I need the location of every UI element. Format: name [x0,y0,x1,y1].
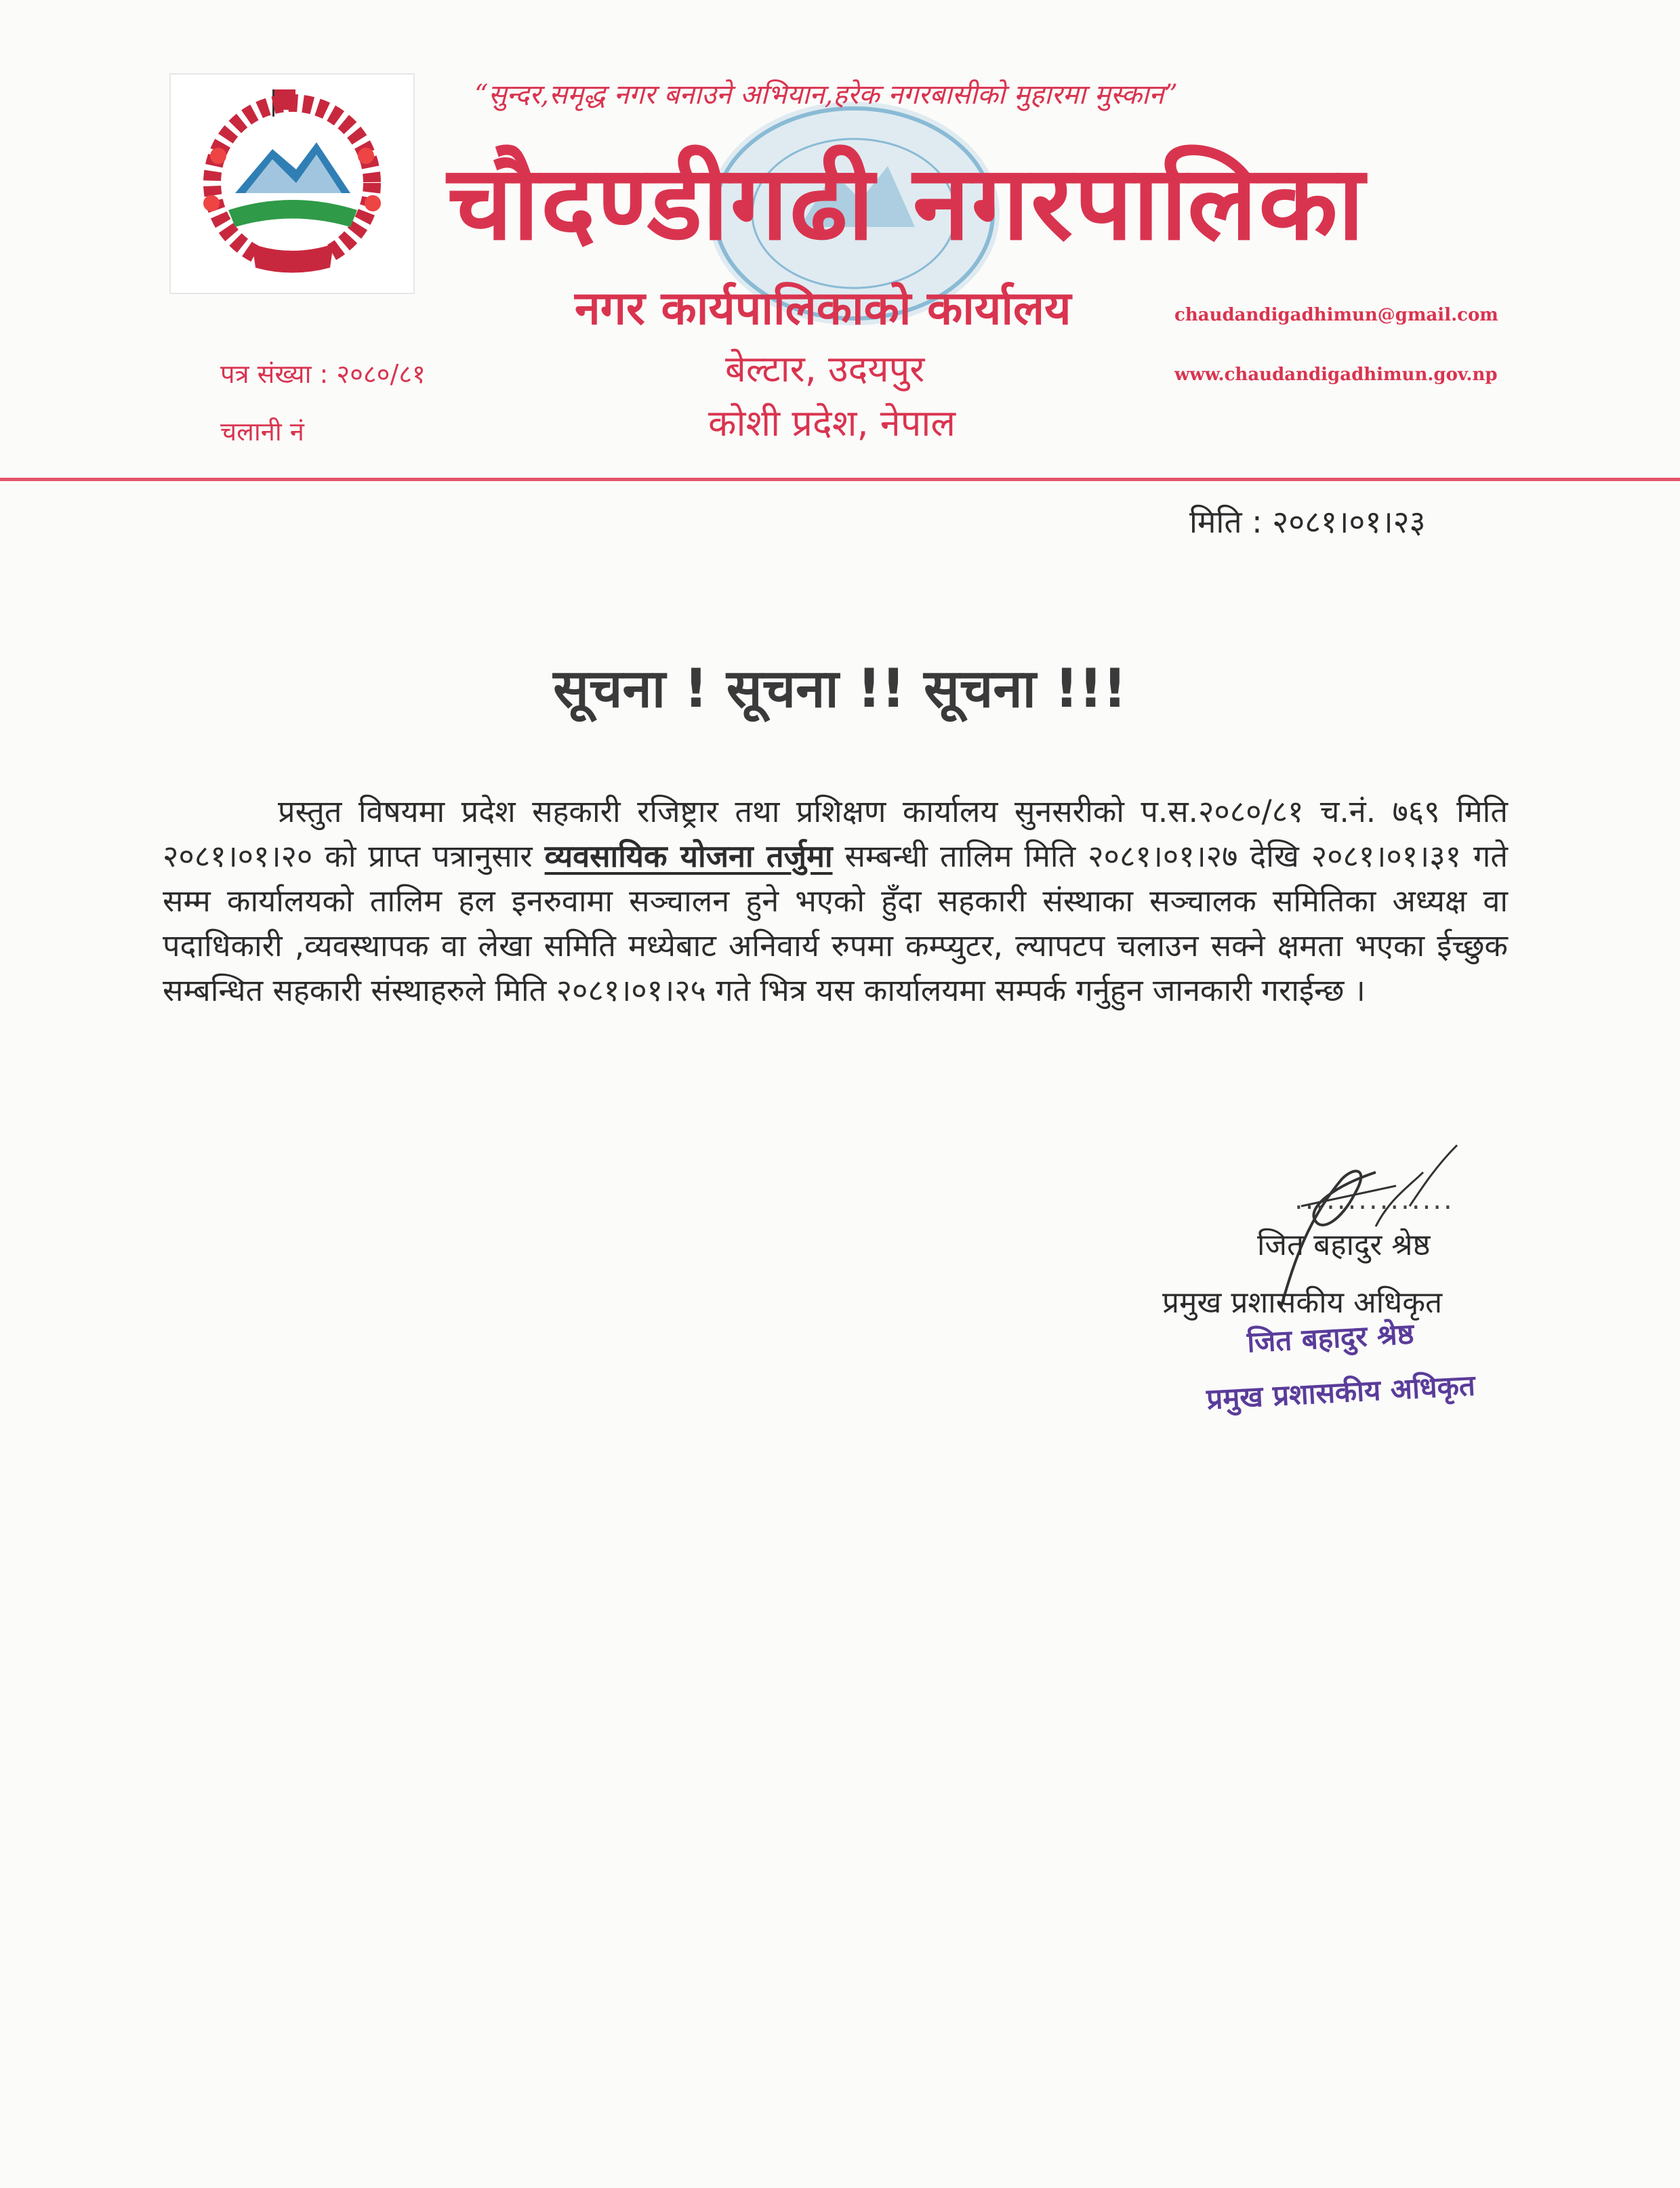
signatory-name: जित बहादुर श्रेष्ठ [1257,1228,1431,1262]
ref-number: पत्र संख्या : २०८०/८१ [220,359,426,389]
notice-body [163,789,1508,1013]
signature-line: ............... [1294,1184,1454,1216]
website: www.chaudandigadhimun.gov.np [1174,365,1498,385]
chalani-number: चलानी नं [220,417,304,447]
municipality-logo [169,73,415,294]
email: chaudandigadhimun@gmail.com [1174,305,1498,325]
stamp-title: प्रमुख प्रशासकीय अधिकृत [1206,1368,1476,1416]
body-highlight: व्यवसायिक योजना तर्जुमा [544,838,833,874]
office-name: नगर कार्यपालिकाको कार्यालय [575,282,1071,335]
notice-heading: सूचना ! सूचना !! सूचना !!! [553,659,1127,720]
motto: “सुन्दर,समृद्ध नगर बनाउने अभियान,हरेक नगरबासीको मुहारमा मुस्कान” [474,79,1178,110]
body-part-2: सम्बन्धी तालिम मिति २०८१।०१।२७ देखि २०८१।०१।३१ गते सम्म कार्यालयको तालिम हल इनरुवामा सञ्चालन हुने भएको हुँदा सहकारी संस्थाका सञ्चालक समितिका अध्यक्ष वा पदाधिकारी ,व्यवस्थापक वा लेखा समिति मध्येबाट अनिवार्य रुपमा कम्प्युटर, ल्यापटप चलाउन सक्ने क्षमता भएका ईच्छुक सम्बन्धित सहकारी संस्थाहरुले मिति २०८१।०१।२५ गते भित्र यस कार्यालयमा सम्पर्क गर्नुहुन जानकारी गराईन्छ । [163,838,1508,1008]
header-divider [0,478,1680,481]
signatory-title: प्रमुख प्रशासकीय अधिकृत [1162,1285,1443,1320]
address-line-2: कोशी प्रदेश, नेपाल [708,402,956,445]
address-line-1: बेल्टार, उदयपुर [725,348,925,390]
letter-date: मिति : २०८१।०१।२३ [1189,503,1426,540]
body-part-1: प्रस्तुत विषयमा प्रदेश सहकारी रजिष्ट्रार तथा प्रशिक्षण कार्यालय सुनसरीको प.स.२०८०/८१ च.नं. ७६९ मिति २०८१।०१।२० को प्राप्त पत्रानुसार [163,793,1508,874]
org-name: चौदण्डीगढी नगरपालिका [447,143,1366,263]
stamp-name: जित बहादुर श्रेष्ठ [1246,1317,1415,1359]
